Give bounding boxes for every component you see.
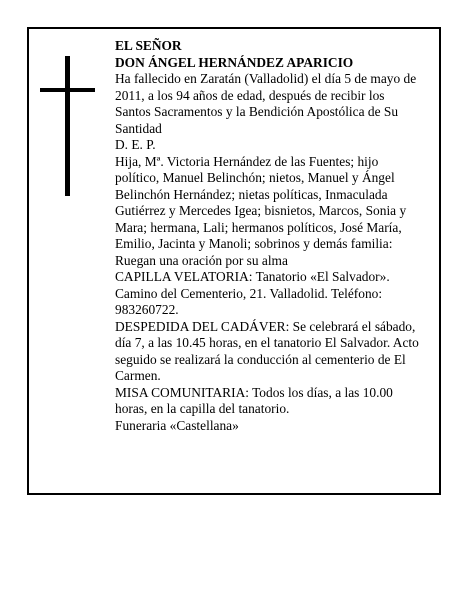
farewell-info: DESPEDIDA DEL CADÁVER: Se celebrará el sábado, día 7, a las 10.45 horas, en el tanatorio El Salvador. Acto seguido se realizará la conducción al cementerio de El Carmen. <box>115 318 419 383</box>
mass-info: MISA COMUNITARIA: Todos los días, a las 10.00 horas, en la capilla del tanatorio. <box>115 384 393 416</box>
obituary-title: EL SEÑOR <box>115 38 182 53</box>
cross-icon-vertical <box>65 56 70 196</box>
cross-icon-horizontal <box>40 88 95 92</box>
obituary-text <box>115 38 420 434</box>
deceased-name: DON ÁNGEL HERNÁNDEZ APARICIO <box>115 54 354 70</box>
death-announcement: Ha fallecido en Zaratán (Valladolid) el día 5 de mayo de 2011, a los 94 años de edad, después de recibir los Santos Sacramentos y la Bendición Apostólica de Su Santidad <box>115 71 417 136</box>
rip-line: D. E. P. <box>115 137 156 152</box>
prayer-request: Ruegan una oración por su alma <box>115 252 288 268</box>
chapel-info: CAPILLA VELATORIA: Tanatorio «El Salvador». Camino del Cementerio, 21. Valladolid. Teléfono: 983260722. <box>115 269 390 317</box>
funeral-home: Funeraria «Castellana» <box>115 417 239 433</box>
family-list: Hija, Mª. Victoria Hernández de las Fuentes; hijo político, Manuel Belinchón; nietos, Manuel y Ángel Belinchón Hernández; nietas políticas, Inmaculada Gutiérrez y Mercedes Igea; bisnietos, Marcos, Sonia y Mara; hermana, Lali; hermanos políticos, José María, Emilio, Jacinta y Manoli; sobrinos y demás familia: <box>115 153 407 251</box>
